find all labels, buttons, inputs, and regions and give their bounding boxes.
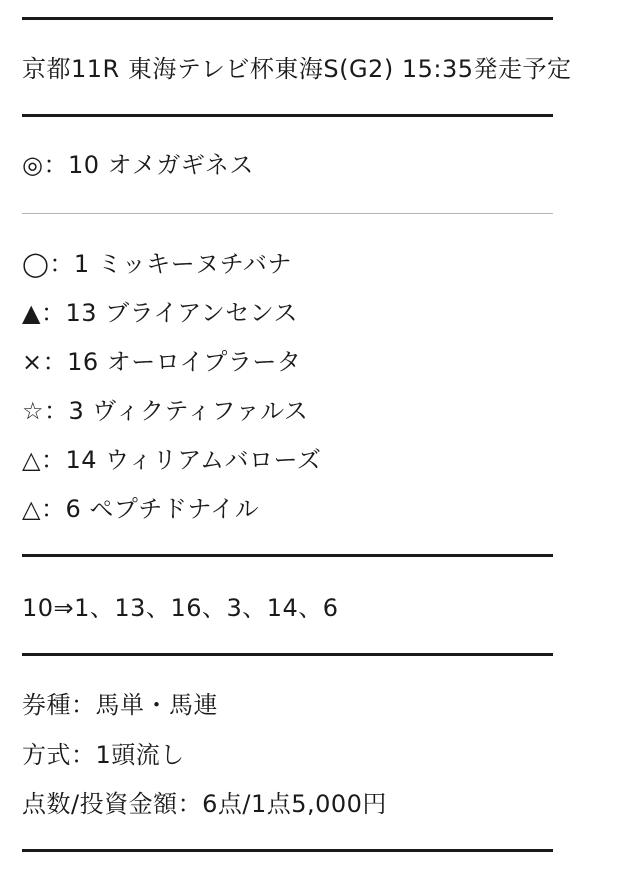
pick-mark: × [22, 348, 43, 376]
pick-osae-2 [22, 492, 259, 526]
pick-mark: △ [22, 495, 41, 523]
bet-method: 方式：1頭流し [22, 741, 185, 769]
pick-hoshi [22, 394, 308, 428]
pick-separator: ： [49, 250, 74, 278]
pick-renka [22, 345, 301, 379]
pick-mark: ◎ [22, 151, 44, 179]
divider-top [22, 17, 553, 20]
divider-thin [22, 213, 553, 214]
bet-type: 券種：馬単・馬連 [22, 691, 218, 719]
pick-horse: 13 ブライアンセンス [65, 299, 299, 327]
pick-separator: ： [43, 151, 68, 179]
divider [22, 653, 553, 656]
divider-bottom [22, 849, 553, 852]
race-title: 京都11R 東海テレビ杯東海S(G2) 15:35発走予定 [22, 55, 572, 83]
divider [22, 554, 553, 557]
pick-horse: 10 オメガギネス [67, 151, 254, 179]
pick-mark: ☆ [22, 397, 45, 425]
pick-horse: 16 オーロイプラータ [67, 348, 302, 376]
pick-mark: ▲ [22, 299, 41, 327]
pick-mark: △ [22, 446, 41, 474]
pick-separator: ： [40, 446, 66, 474]
combination: 10⇒1、13、16、3、14、6 [22, 594, 339, 622]
divider [22, 114, 553, 117]
pick-horse: 1 ミッキーヌチバナ [73, 250, 292, 278]
pick-horse: 3 ヴィクティファルス [68, 397, 309, 425]
pick-horse: 14 ウィリアムバローズ [65, 446, 322, 474]
pick-mark: ◯ [22, 250, 50, 278]
pick-separator: ： [40, 299, 66, 327]
pick-osae-1 [22, 443, 321, 477]
pick-separator: ： [44, 397, 69, 425]
bet-amount: 点数/投資金額：6点/1点5,000円 [22, 790, 387, 818]
pick-separator: ： [42, 348, 68, 376]
pick-honmei [22, 148, 254, 182]
pick-taikou [22, 247, 292, 281]
pick-horse: 6 ペプチドナイル [65, 495, 260, 523]
pick-tanana [22, 296, 298, 330]
pick-separator: ： [40, 495, 66, 523]
